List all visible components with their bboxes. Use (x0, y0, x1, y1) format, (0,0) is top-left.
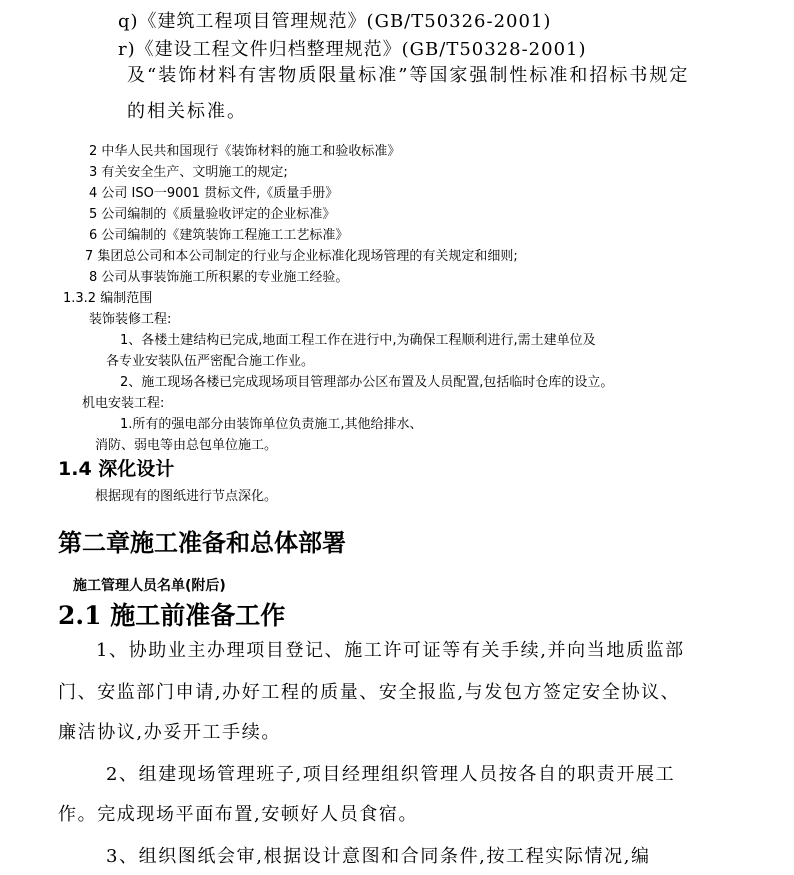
standard-line-q: q)《建筑工程项目管理规范》(GB/T50326-2001) (118, 11, 552, 32)
decoration-item-2: 2、施工现场各楼已完成现场项目管理部办公区布置及人员配置,包括临时仓库的设立。 (120, 375, 614, 390)
standard-line-note-cont: 的相关标准。 (127, 101, 247, 122)
section-2-1-line: 门、安监部门申请,办好工程的质量、安全报监,与发包方签定安全协议、 (58, 682, 681, 703)
section-2-1-line: 2、组建现场管理班子,项目经理组织管理人员按各自的职责开展工 (106, 764, 676, 785)
basis-item: 8 公司从事装饰施工所积累的专业施工经验。 (89, 270, 349, 285)
decoration-item-1: 1、各楼土建结构已完成,地面工程工作在进行中,为确保工程顺利进行,需土建单位及 (120, 333, 596, 348)
basis-item: 6 公司编制的《建筑装饰工程施工工艺标准》 (89, 228, 349, 243)
chapter-2-subheading: 施工管理人员名单(附后) (73, 578, 226, 594)
basis-item: 3 有关安全生产、文明施工的规定; (89, 165, 288, 180)
basis-item: 5 公司编制的《质量验收评定的企业标准》 (89, 207, 336, 222)
basis-item: 4 公司 ISO一9001 贯标文件,《质量手册》 (89, 186, 339, 201)
section-2-1-line: 1、协助业主办理项目登记、施工许可证等有关手续,并向当地质监部 (96, 640, 685, 661)
standard-line-r: r)《建设工程文件归档整理规范》(GB/T50328-2001) (118, 39, 587, 60)
section-2-1-line: 3、组织图纸会审,根据设计意图和合同条件,按工程实际情况,编 (106, 846, 651, 867)
electromech-item-1-cont: 消防、弱电等由总包单位施工。 (95, 438, 278, 453)
section-1-4-heading: 1.4 深化设计 (58, 458, 175, 480)
decoration-item-1-cont: 各专业安装队伍严密配合施工作业。 (106, 354, 315, 369)
section-2-1-line: 廉洁协议,办妥开工手续。 (58, 722, 281, 743)
electromech-item-1: 1.所有的强电部分由装饰单位负责施工,其他给排水、 (120, 417, 423, 432)
decoration-title: 装饰装修工程: (89, 312, 172, 327)
basis-item: 7 集团总公司和本公司制定的行业与企业标准化现场管理的有关规定和细则; (85, 249, 518, 264)
basis-item: 2 中华人民共和国现行《装饰材料的施工和验收标准》 (89, 144, 401, 159)
section-2-1-heading: 2.1 施工前准备工作 (58, 601, 286, 630)
section-2-1-line: 作。完成现场平面布置,安顿好人员食宿。 (58, 804, 419, 825)
chapter-2-heading: 第二章施工准备和总体部署 (58, 528, 346, 557)
section-1-4-body: 根据现有的图纸进行节点深化。 (95, 489, 278, 504)
electromech-title: 机电安装工程: (82, 396, 165, 411)
scope-heading: 1.3.2 编制范围 (63, 291, 153, 306)
standard-line-note: 及“装饰材料有害物质限量标准”等国家强制性标准和招标书规定 (127, 65, 690, 86)
